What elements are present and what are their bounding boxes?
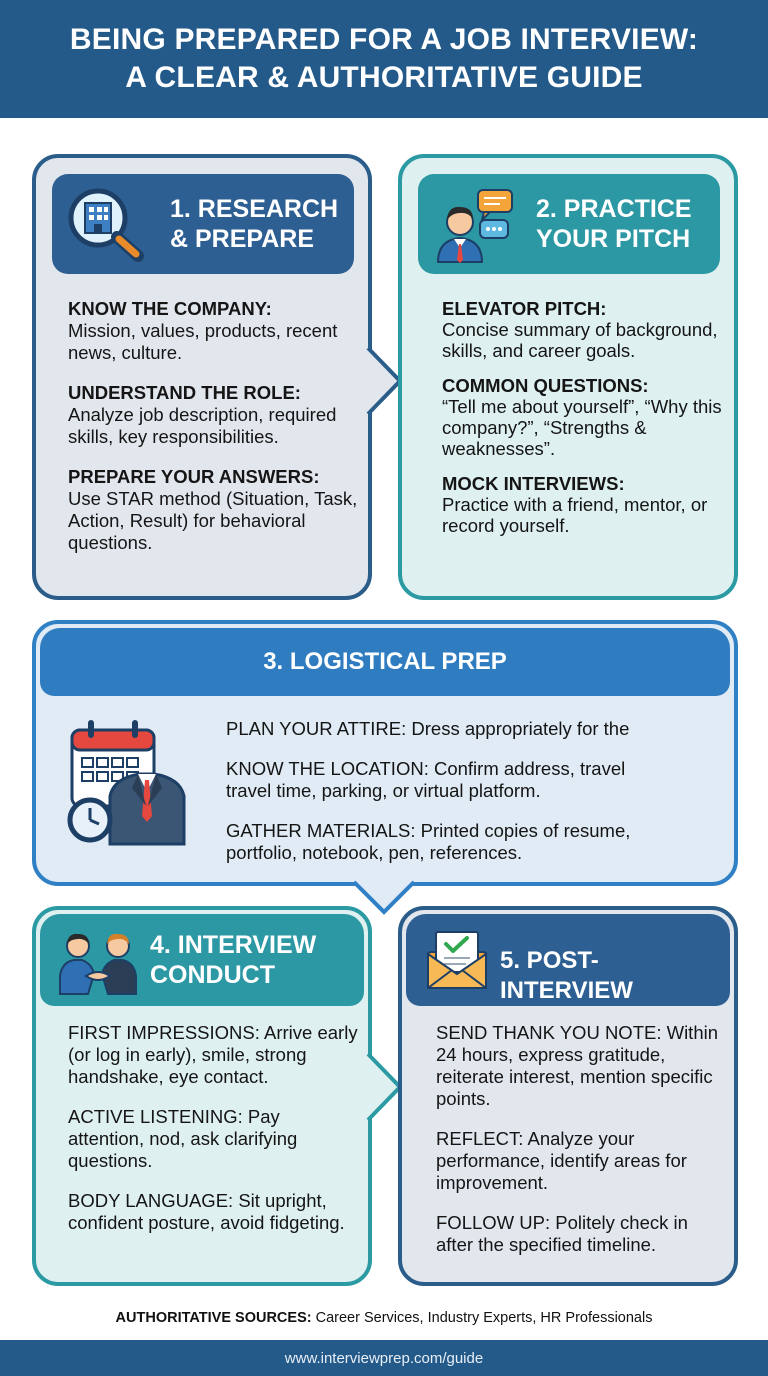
post-interview-items bbox=[436, 1022, 728, 1256]
pitch-card bbox=[398, 154, 738, 600]
logistics-title: 3. LOGISTICAL PREP bbox=[263, 648, 507, 675]
conduct-card bbox=[32, 906, 372, 1286]
page-footer bbox=[0, 1340, 768, 1376]
footer-url-link[interactable]: www.interviewprep.com/guide bbox=[284, 1349, 484, 1367]
item-heading: SEND THANK YOU NOTE: bbox=[436, 1022, 662, 1043]
item-heading: UNDERSTAND THE ROLE: bbox=[68, 382, 301, 403]
item-heading: FIRST IMPRESSIONS: bbox=[68, 1022, 260, 1043]
list-item bbox=[68, 1022, 358, 1088]
list-item bbox=[442, 473, 727, 536]
item-text: Pay attention, nod, ask clarifying questions. bbox=[68, 1106, 298, 1171]
speaker-chat-icon bbox=[432, 186, 516, 273]
list-item bbox=[68, 466, 358, 554]
item-text: Analyze your performance, identify areas for improvement. bbox=[436, 1128, 687, 1193]
logistics-items bbox=[226, 718, 706, 864]
item-text: Politely check in after the specified timeline. bbox=[436, 1212, 688, 1255]
pitch-items bbox=[442, 298, 727, 552]
research-card-header bbox=[52, 174, 354, 274]
conduct-title-line-2: CONDUCT bbox=[150, 961, 275, 989]
item-heading: PREPARE YOUR ANSWERS: bbox=[68, 466, 320, 487]
pitch-title-line-2: YOUR PITCH bbox=[536, 225, 691, 253]
logistics-card-header bbox=[40, 628, 730, 696]
item-heading: KNOW THE COMPANY: bbox=[68, 298, 272, 319]
item-text: Arrive early (or log in early), smile, strong handshake, eye contact. bbox=[68, 1022, 358, 1087]
item-heading: ELEVATOR PITCH: bbox=[442, 298, 607, 319]
sources-label: AUTHORITATIVE SOURCES: bbox=[115, 1310, 312, 1326]
item-text: Analyze job description, required skills, key responsibilities. bbox=[68, 404, 337, 447]
list-item bbox=[226, 718, 706, 740]
item-text: Sit upright, confident posture, avoid fidgeting. bbox=[68, 1190, 345, 1233]
list-item bbox=[68, 1190, 358, 1234]
page-header bbox=[0, 0, 768, 118]
list-item bbox=[226, 820, 656, 864]
item-heading: BODY LANGUAGE: bbox=[68, 1190, 234, 1211]
research-card bbox=[32, 154, 372, 600]
sources-line bbox=[0, 1310, 768, 1326]
list-item bbox=[68, 382, 358, 448]
item-text: Dress appropriately for the bbox=[411, 718, 630, 739]
item-text: “Tell me about yourself”, “Why this company?”, “Strengths & weaknesses”. bbox=[442, 396, 722, 459]
item-heading: KNOW THE LOCATION: bbox=[226, 758, 429, 779]
envelope-check-icon bbox=[424, 928, 490, 999]
pitch-title-line-1: 2. PRACTICE bbox=[536, 195, 692, 223]
sources-text: Career Services, Industry Experts, HR Professionals bbox=[315, 1310, 653, 1326]
item-heading: MOCK INTERVIEWS: bbox=[442, 473, 625, 494]
post-interview-card-header bbox=[406, 914, 730, 1006]
page-title-line-1: BEING PREPARED FOR A JOB INTERVIEW: bbox=[69, 23, 699, 56]
item-text: Practice with a friend, mentor, or record yourself. bbox=[442, 494, 708, 536]
calendar-suit-clock-icon bbox=[66, 716, 196, 851]
list-item bbox=[68, 1106, 358, 1172]
list-item bbox=[436, 1022, 728, 1110]
item-heading: PLAN YOUR ATTIRE: bbox=[226, 718, 407, 739]
item-text: Concise summary of background, skills, and career goals. bbox=[442, 319, 718, 361]
list-item bbox=[436, 1212, 728, 1256]
page-title-line-2: A CLEAR & AUTHORITATIVE GUIDE bbox=[125, 61, 643, 94]
research-title-line-2: & PREPARE bbox=[170, 225, 315, 253]
handshake-icon bbox=[58, 926, 138, 1003]
item-text: Mission, values, products, recent news, culture. bbox=[68, 320, 338, 363]
logistics-card bbox=[32, 620, 738, 886]
research-title-line-1: 1. RESEARCH bbox=[170, 195, 339, 223]
item-heading: COMMON QUESTIONS: bbox=[442, 375, 649, 396]
research-items bbox=[68, 298, 358, 570]
item-text: Confirm address, travel travel time, parking, or virtual platform. bbox=[226, 758, 626, 801]
post-interview-card bbox=[398, 906, 738, 1286]
post-interview-title: 5. POST-INTERVIEW bbox=[500, 947, 633, 1004]
conduct-title-line-1: 4. INTERVIEW bbox=[150, 931, 317, 959]
item-heading: GATHER MATERIALS: bbox=[226, 820, 416, 841]
item-text: Use STAR method (Situation, Task, Action, Result) for behavioral questions. bbox=[68, 488, 358, 553]
item-text: Printed copies of resume, portfolio, notebook, pen, references. bbox=[226, 820, 631, 863]
list-item bbox=[68, 298, 358, 364]
list-item bbox=[442, 375, 727, 459]
item-heading: FOLLOW UP: bbox=[436, 1212, 551, 1233]
pitch-card-header bbox=[418, 174, 720, 274]
list-item bbox=[442, 298, 727, 361]
item-heading: ACTIVE LISTENING: bbox=[68, 1106, 243, 1127]
item-text: Within 24 hours, express gratitude, reiterate interest, mention specific points. bbox=[436, 1022, 719, 1109]
conduct-card-header bbox=[40, 914, 364, 1006]
conduct-items bbox=[68, 1022, 358, 1234]
list-item bbox=[226, 758, 656, 802]
item-heading: REFLECT: bbox=[436, 1128, 524, 1149]
list-item bbox=[436, 1128, 728, 1194]
magnifier-building-icon bbox=[66, 186, 148, 271]
